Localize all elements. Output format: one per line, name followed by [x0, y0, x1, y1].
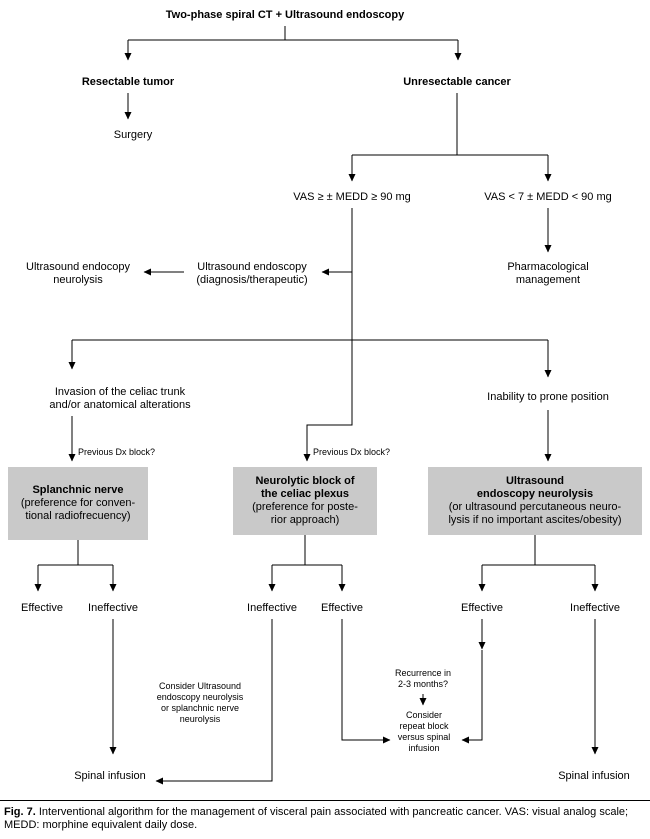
figure-caption-text: Interventional algorithm for the management of visceral pain associated with pancreatic cancer. VAS: visual analog scale; MEDD: morphine equivalent daily dose.	[4, 806, 629, 831]
outcome-usneurolysis-effective: Effective	[461, 602, 503, 614]
box-us-endoscopy-neurolysis-body: (or ultrasound percutaneous neuro- lysis if no important ascites/obesity)	[448, 501, 622, 526]
box-neurolytic-celiac-plexus-body: (preference for poste- rior approach)	[252, 501, 358, 526]
box-us-endoscopy-neurolysis	[428, 467, 642, 535]
outcome-splanchnic-ineffective: Ineffective	[88, 602, 138, 614]
box-splanchnic-nerve-title: Splanchnic nerve	[32, 484, 124, 496]
figure-caption	[4, 806, 647, 832]
box-splanchnic-nerve-body: (preference for conven- tional radiofrecuency)	[20, 497, 136, 522]
caption-divider	[0, 800, 650, 801]
node-resectable-tumor: Resectable tumor	[81, 76, 175, 88]
node-us-endoscopy-neurolysis: Ultrasound endocopy neurolysis	[26, 261, 130, 286]
figure-caption-label: Fig. 7.	[4, 806, 36, 818]
node-root: Two-phase spiral CT + Ultrasound endoscopy	[165, 9, 405, 21]
node-inability-prone: Inability to prone position	[487, 391, 609, 403]
edge-mideffective-considerrepeat	[342, 619, 390, 740]
annotation-consider-us-neurolysis: Consider Ultrasound endoscopy neurolysis or splanchnic nerve neurolysis	[156, 681, 244, 724]
edge-righteffective-considerrepeat	[462, 650, 482, 740]
outcome-usneurolysis-ineffective: Ineffective	[570, 602, 620, 614]
node-us-endoscopy-diagnostic: Ultrasound endoscopy (diagnosis/therapeutic)	[196, 261, 308, 286]
node-spinal-infusion-left: Spinal infusion	[74, 770, 146, 782]
outcome-neurolytic-ineffective: Ineffective	[247, 602, 297, 614]
node-invasion-celiac-trunk: Invasion of the celiac trunk and/or anatomical alterations	[49, 386, 191, 411]
outcome-neurolytic-effective: Effective	[321, 602, 363, 614]
node-vas-low: VAS < 7 ± MEDD < 90 mg	[484, 191, 612, 203]
edge-to-neurolytic-box	[307, 340, 352, 461]
annotation-consider-repeat-block: Consider repeat block versus spinal infusion	[397, 710, 451, 753]
label-previous-dx-block-middle: Previous Dx block?	[313, 447, 391, 457]
box-neurolytic-celiac-plexus	[233, 467, 377, 535]
annotation-recurrence: Recurrence in 2-3 months?	[394, 668, 452, 689]
label-previous-dx-block-left: Previous Dx block?	[78, 447, 156, 457]
node-surgery: Surgery	[113, 129, 153, 141]
node-unresectable-cancer: Unresectable cancer	[403, 76, 511, 88]
node-pharmacological-management: Pharmacological management	[507, 261, 589, 286]
node-vas-high: VAS ≥ ± MEDD ≥ 90 mg	[293, 191, 411, 203]
outcome-splanchnic-effective: Effective	[21, 602, 63, 614]
box-neurolytic-celiac-plexus-title: Neurolytic block of the celiac plexus	[255, 475, 355, 500]
node-spinal-infusion-right: Spinal infusion	[558, 770, 630, 782]
box-splanchnic-nerve	[8, 467, 148, 540]
box-us-endoscopy-neurolysis-title: Ultrasound endoscopy neurolysis	[476, 475, 594, 500]
